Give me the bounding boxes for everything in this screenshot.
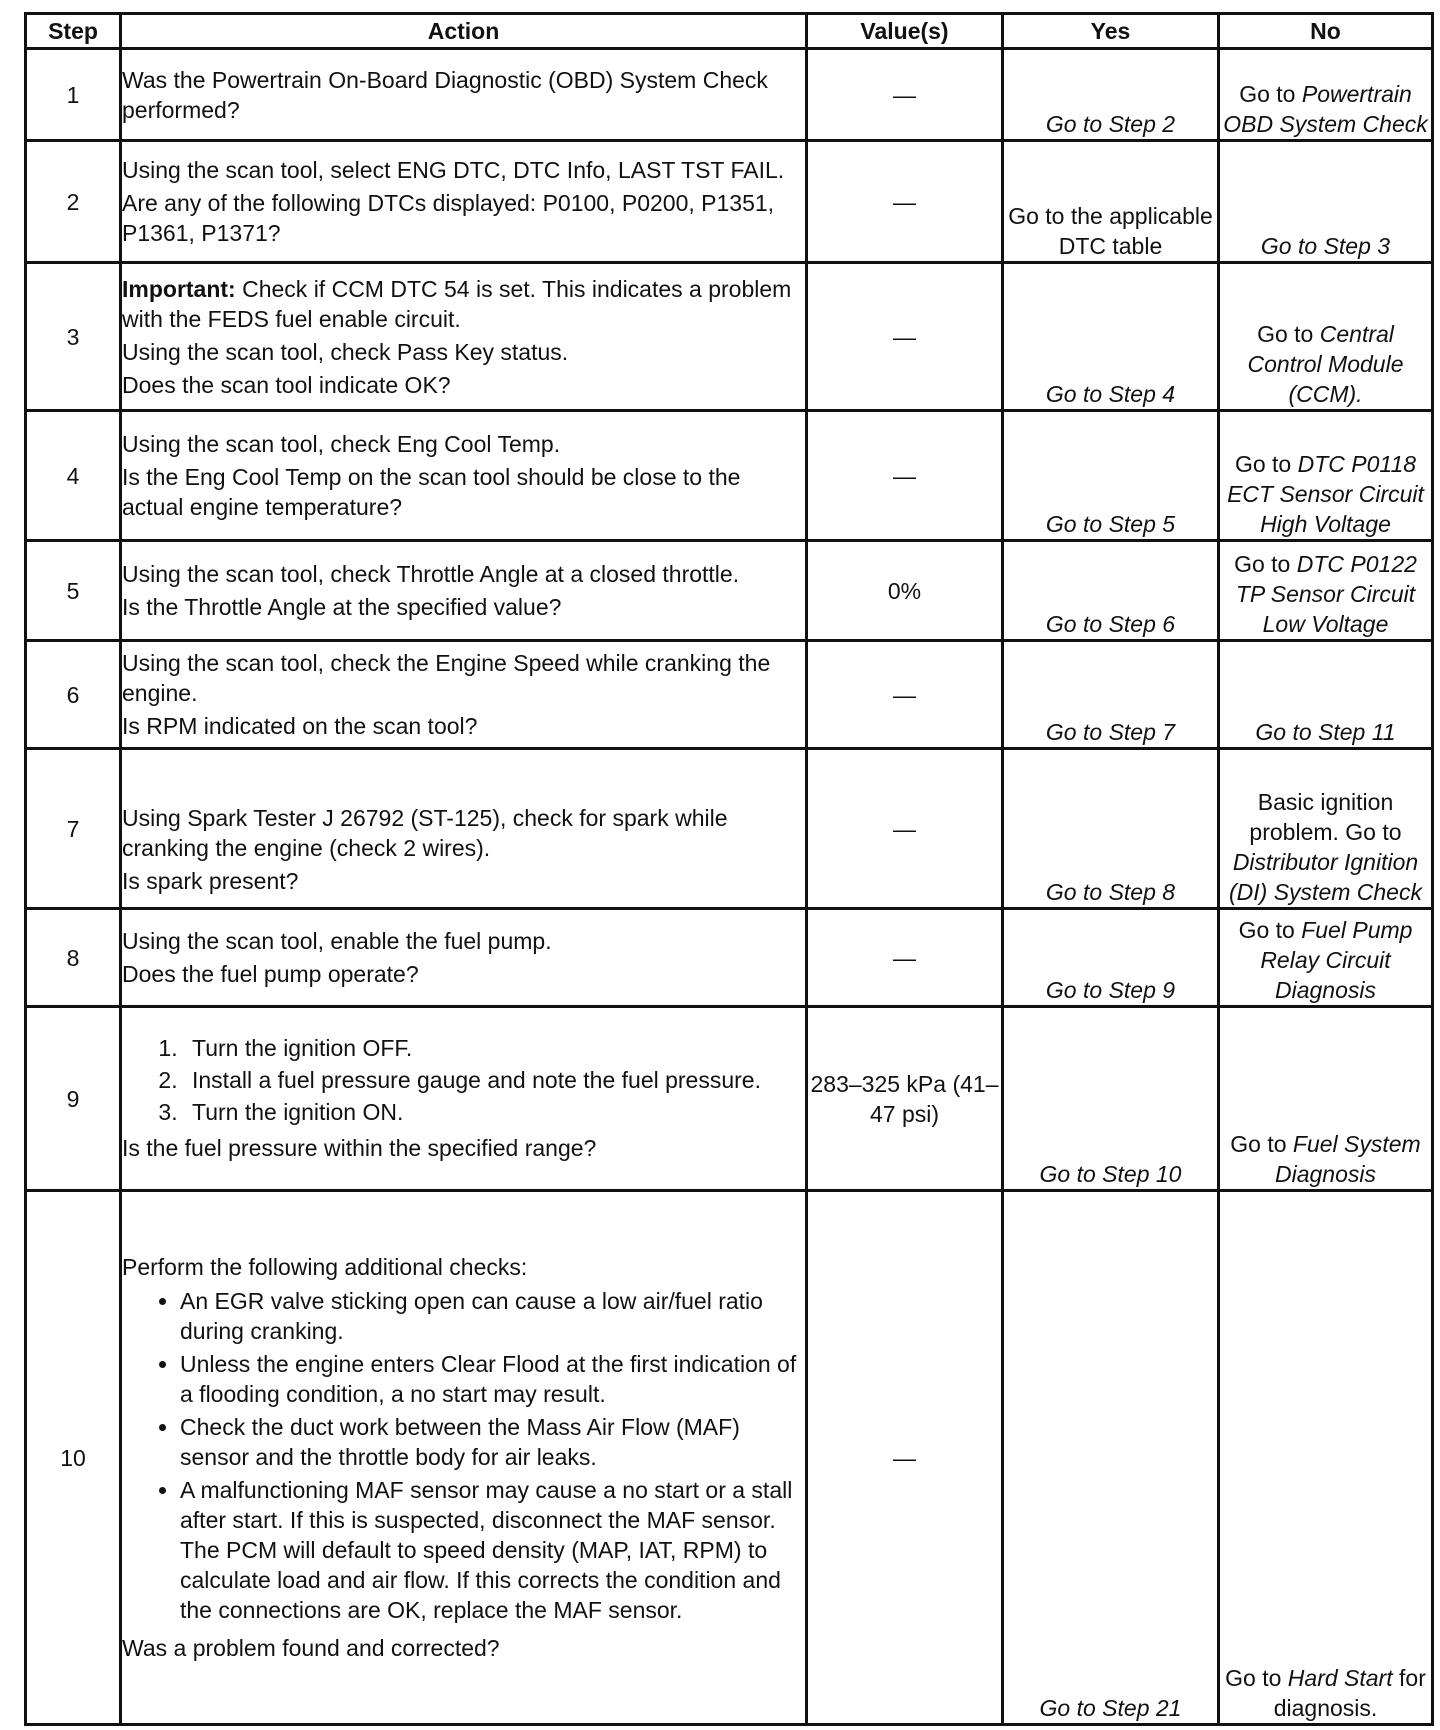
yes-cell: Go to Step 5 [1003,411,1219,541]
no-cell [1219,263,1433,411]
step-number: 3 [26,263,121,411]
yes-cell: Go to Step 4 [1003,263,1219,411]
action-question: Is RPM indicated on the scan tool? [122,713,478,739]
important-label: Important: [122,275,236,302]
action-question: Does the fuel pump operate? [122,961,419,987]
action-cell [121,49,807,141]
header-values: Value(s) [807,14,1003,49]
action-text: Using the scan tool, enable the fuel pump. [122,928,552,954]
no-link: Hard Start [1287,1665,1393,1691]
table-row [26,49,1433,141]
no-link: DTC P0122 TP Sensor Circuit Low Voltage [1235,551,1417,637]
step-number: 8 [26,909,121,1007]
no-cell [1219,541,1433,641]
action-question: Was a problem found and corrected? [122,1635,500,1661]
action-question: Is the Throttle Angle at the specified value? [122,594,562,620]
no-cell [1219,49,1433,141]
list-item: • Unless the engine enters Clear Flood at the first indication of a flooding condition, a no start may result. [180,1349,805,1409]
yes-cell: Go to Step 8 [1003,749,1219,909]
no-link: Powertrain OBD System Check [1223,81,1428,137]
list-item: 3. Turn the ignition ON. [184,1097,805,1127]
action-cell [121,263,807,411]
header-row [26,14,1433,49]
action-text: Was the Powertrain On-Board Diagnostic (OBD) System Check performed? [122,66,768,123]
bullet-list [122,1286,805,1625]
yes-cell: Go to Step 6 [1003,541,1219,641]
no-link: Distributor Ignition (DI) System Check [1229,849,1422,905]
yes-cell: Go to the applicable DTC table [1003,141,1219,263]
value-cell: — [807,411,1003,541]
header-action: Action [121,14,807,49]
table-row [26,1191,1433,1725]
step-number: 2 [26,141,121,263]
list-item: 2. Install a fuel pressure gauge and note the fuel pressure. [184,1065,805,1095]
value-cell: 283–325 kPa (41–47 psi) [807,1007,1003,1191]
header-yes: Yes [1003,14,1219,49]
action-cell [121,1007,807,1191]
action-cell [121,541,807,641]
action-text: Using Spark Tester J 26792 (ST-125), check for spark while cranking the engine (check 2 wires). [122,805,728,861]
table-row [26,141,1433,263]
no-link: DTC P0118 ECT Sensor Circuit High Voltage [1227,451,1424,537]
action-question: Are any of the following DTCs displayed: P0100, P0200, P1351, P1361, P1371? [122,190,775,246]
no-cell [1219,749,1433,909]
action-cell [121,641,807,749]
no-prefix: Go to [1234,451,1292,477]
value-cell: — [807,263,1003,411]
yes-cell: Go to Step 21 [1003,1191,1219,1725]
no-cell [1219,641,1433,749]
value-cell: — [807,1191,1003,1725]
step-number: 6 [26,641,121,749]
step-number: 10 [26,1191,121,1725]
no-link: Go to Step 3 [1260,233,1391,259]
value-cell: 0% [807,541,1003,641]
table-row [26,749,1433,909]
action-cell [121,411,807,541]
header-step: Step [26,14,121,49]
no-prefix: Go to [1234,551,1291,577]
value-cell: — [807,49,1003,141]
no-prefix: Go to [1239,81,1296,107]
action-text: Using the scan tool, check Eng Cool Temp. [122,431,561,457]
numbered-steps [122,1033,805,1127]
value-cell: — [807,749,1003,909]
no-link: Fuel System Diagnosis [1275,1131,1421,1187]
no-prefix: Basic ignition problem. Go to [1249,789,1402,845]
action-question: Is spark present? [122,868,299,894]
step-number: 5 [26,541,121,641]
action-text: Using the scan tool, select ENG DTC, DTC Info, LAST TST FAIL. [122,157,785,183]
table-row [26,909,1433,1007]
no-prefix: Go to [1230,1131,1287,1157]
list-item: 1. Turn the ignition OFF. [184,1033,805,1063]
important-text: Check if CCM DTC 54 is set. This indicates a problem with the FEDS fuel enable circuit. [122,275,792,332]
table-row [26,541,1433,641]
no-prefix: Go to [1257,321,1314,347]
action-cell [121,141,807,263]
no-prefix: Go to [1225,1665,1282,1691]
value-cell: — [807,909,1003,1007]
yes-cell: Go to Step 10 [1003,1007,1219,1191]
action-question: Is the fuel pressure within the specified range? [122,1135,597,1161]
header-no: No [1219,14,1433,49]
no-cell [1219,141,1433,263]
yes-cell: Go to Step 2 [1003,49,1219,141]
action-question: Is the Eng Cool Temp on the scan tool should be close to the actual engine temperature? [122,464,741,520]
no-cell [1219,1191,1433,1725]
yes-cell: Go to Step 9 [1003,909,1219,1007]
action-question: Does the scan tool indicate OK? [122,371,451,398]
no-prefix: Go to [1238,917,1295,943]
table-row [26,263,1433,411]
no-link: Go to Step 11 [1255,719,1396,745]
important-note [122,274,805,334]
action-cell [121,749,807,909]
step-number: 9 [26,1007,121,1191]
table-row [26,1007,1433,1191]
action-cell [121,909,807,1007]
action-text: Using the scan tool, check the Engine Speed while cranking the engine. [122,650,771,706]
no-cell [1219,411,1433,541]
table-row [26,641,1433,749]
no-cell [1219,909,1433,1007]
value-cell: — [807,141,1003,263]
action-text: Using the scan tool, check Pass Key status. [122,338,569,365]
yes-cell: Go to Step 7 [1003,641,1219,749]
no-suffix: for diagnosis. [1273,1665,1426,1721]
diagnostic-table [24,12,1434,1726]
no-link: Central Control Module (CCM). [1247,321,1404,407]
action-intro: Perform the following additional checks: [122,1254,528,1280]
action-cell [121,1191,807,1725]
step-number: 1 [26,49,121,141]
no-link: Fuel Pump Relay Circuit Diagnosis [1260,917,1413,1003]
list-item: • Check the duct work between the Mass Air Flow (MAF) sensor and the throttle body for air leaks. [180,1412,805,1472]
list-item: • An EGR valve sticking open can cause a low air/fuel ratio during cranking. [180,1286,805,1346]
step-number: 7 [26,749,121,909]
value-cell: — [807,641,1003,749]
step-number: 4 [26,411,121,541]
action-text: Using the scan tool, check Throttle Angle at a closed throttle. [122,561,740,587]
no-cell [1219,1007,1433,1191]
table-row [26,411,1433,541]
list-item: • A malfunctioning MAF sensor may cause a no start or a stall after start. If this is suspected, disconnect the MAF sensor. The PCM will default to speed density (MAP, IAT, RPM) to calculate load and air flow. If this corrects the condition and the connections are OK, replace the MAF sensor. [180,1475,805,1625]
